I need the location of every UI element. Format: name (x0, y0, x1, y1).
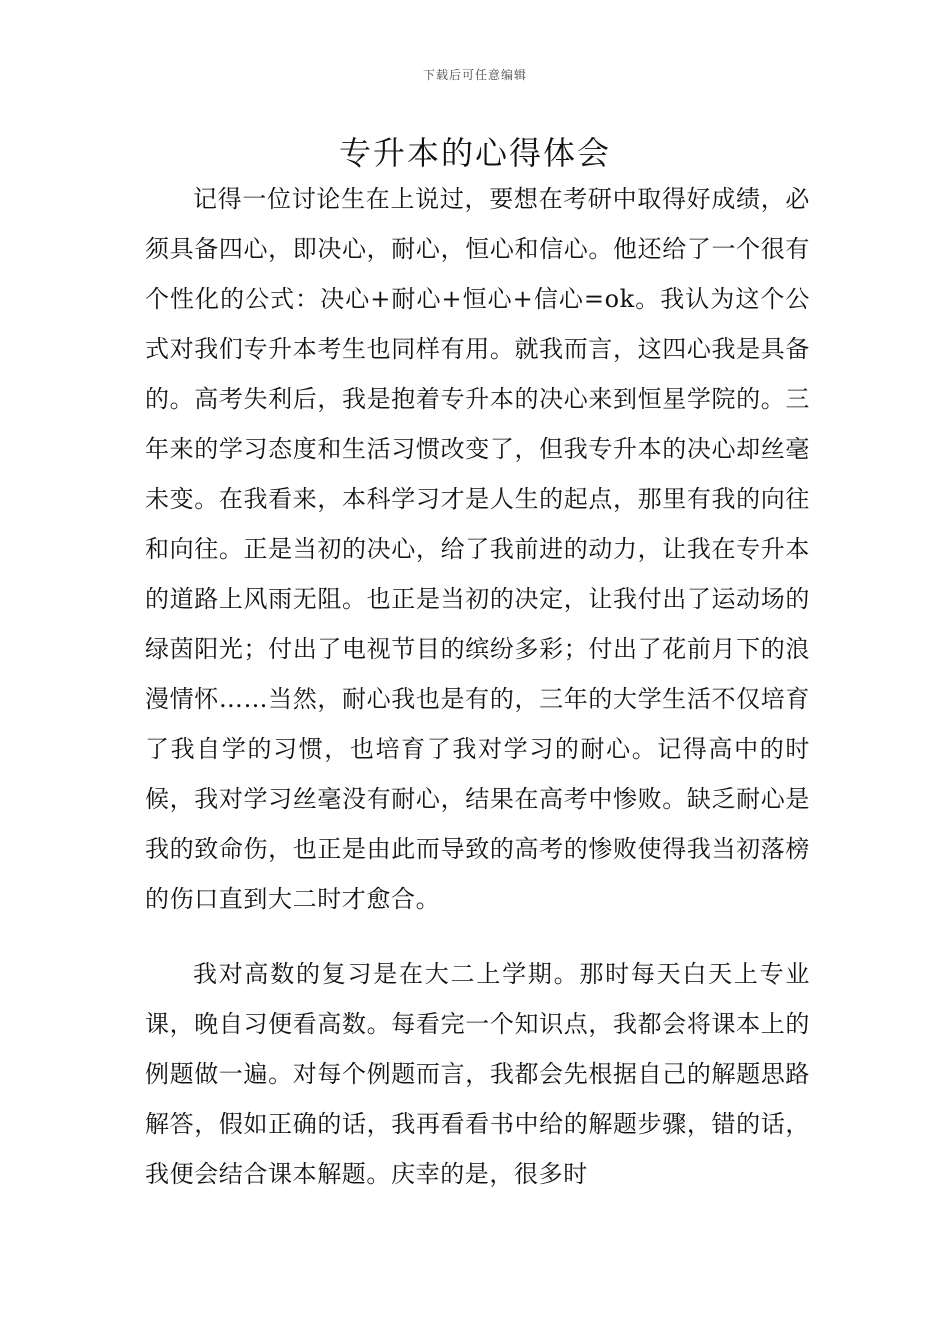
header-note: 下载后可任意编辑 (422, 68, 527, 82)
document-body (145, 174, 810, 1199)
document-title: 专升本的心得体会 (338, 134, 611, 172)
paragraph-2: 我对高数的复习是在大二上学期。那时每天白天上专业课，晚自习便看高数。每看完一个知识点，我都会将课本上的例题做一遍。对每个例题而言，我都会先根据自己的解题思路解答，假如正确的话，我再看看书中给的解题步骤，错的话，我便会结合课本解题。庆幸的是，很多时 (145, 960, 810, 1188)
paragraph-1: 记得一位讨论生在上说过，要想在考研中取得好成绩，必须具备四心，即决心，耐心，恒心和信心。他还给了一个很有个性化的公式：决心+耐心+恒心+信心=ok。我认为这个公式对我们专升本考生也同样有用。就我而言，这四心我是具备的。高考失利后，我是抱着专升本的决心来到恒星学院的。三年来的学习态度和生活习惯改变了，但我专升本的决心却丝毫未变。在我看来，本科学习才是人生的起点，那里有我的向往和向往。正是当初的决心，给了我前进的动力，让我在专升本的道路上风雨无阻。也正是当初的决定，让我付出了运动场的绿茵阳光；付出了电视节目的缤纷多彩；付出了花前月下的浪漫情怀……当然，耐心我也是有的，三年的大学生活不仅培育了我自学的习惯，也培育了我对学习的耐心。记得高中的时候，我对学习丝毫没有耐心，结果在高考中惨败。缺乏耐心是我的致命伤，也正是由此而导致的高考的惨败使得我当初落榜的伤口直到大二时才愈合。 (145, 185, 810, 913)
